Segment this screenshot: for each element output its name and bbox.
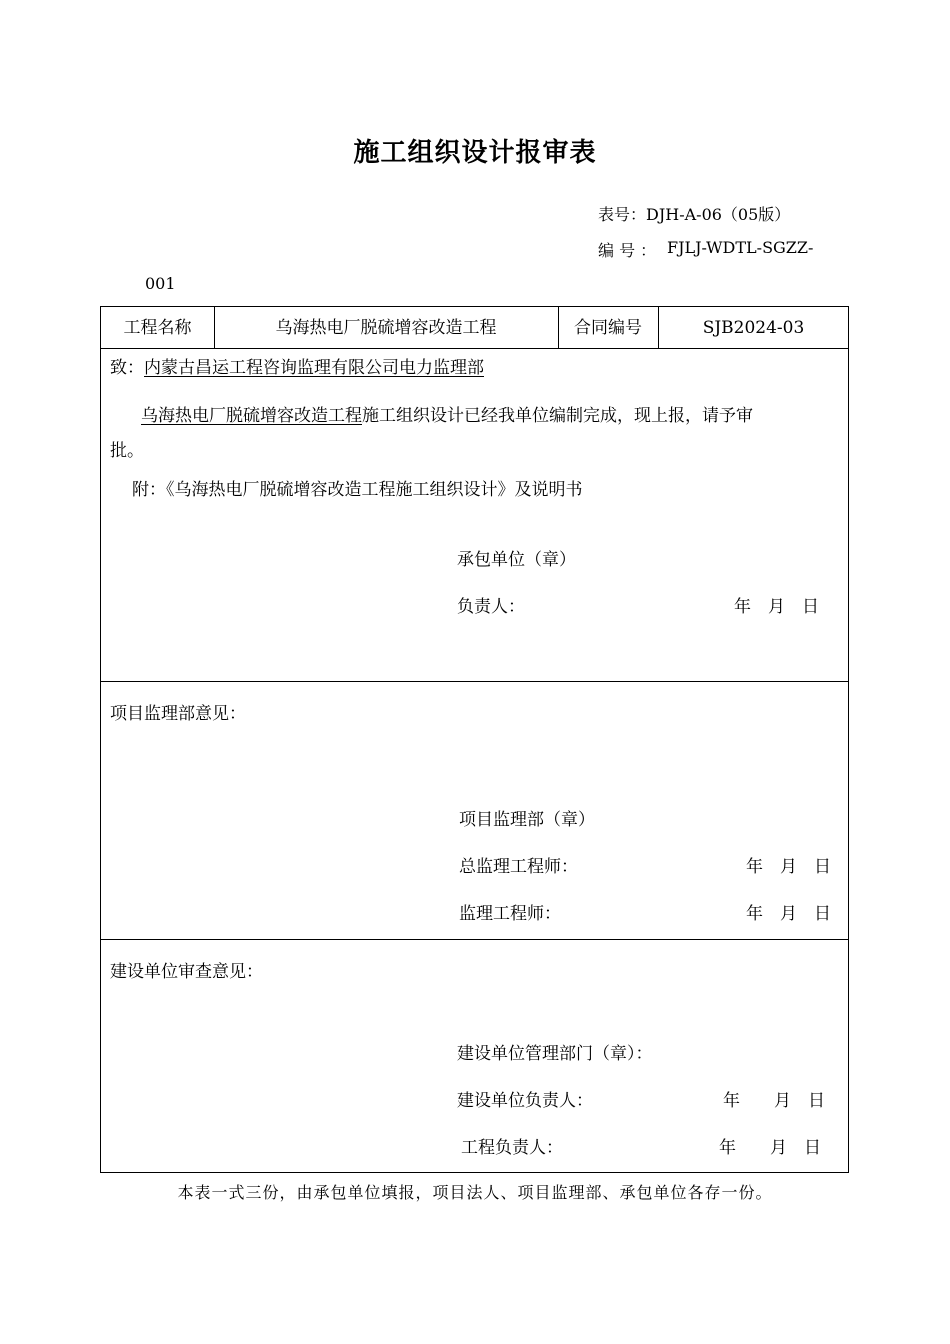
chief-engineer: 总监理工程师： <box>459 857 578 877</box>
section-divider <box>101 681 848 682</box>
contract-number-value: SJB2024-03 <box>702 318 805 338</box>
submission-statement-continued: 批。 <box>110 441 144 461</box>
serial-label: 编 号 ： <box>598 241 657 260</box>
approval-table <box>100 306 849 1173</box>
supervision-opinion-heading: 项目监理部意见： <box>110 704 246 724</box>
project-leader: 工程负责人： <box>461 1138 563 1158</box>
form-title: 施工组织设计报审表 <box>353 138 597 168</box>
contractor-person: 负责人： <box>457 597 525 617</box>
owner-dept-stamp: 建设单位管理部门（章）： <box>457 1044 653 1064</box>
supervision-stamp: 项目监理部（章） <box>459 810 595 830</box>
form-number: 表号：DJH-A-06（05版） <box>598 205 791 224</box>
project-name-value: 乌海热电厂脱硫增容改造工程 <box>275 318 497 338</box>
owner-leader-date: 年 月 日 <box>723 1091 825 1111</box>
addressee-value: 内蒙古昌运工程咨询监理有限公司电力监理部 <box>144 358 484 378</box>
submission-text: 施工组织设计已经我单位编制完成，现上报，请予审 <box>362 406 753 426</box>
owner-review-heading: 建设单位审查意见： <box>110 962 263 982</box>
addressee-label: 致： <box>110 358 144 378</box>
section-divider <box>101 939 848 940</box>
contract-number-label: 合同编号 <box>574 318 642 338</box>
contractor-date: 年 月 日 <box>734 597 819 617</box>
distribution-note: 本表一式三份，由承包单位填报，项目法人、项目监理部、承包单位各存一份。 <box>177 1183 773 1202</box>
attachment-note: 附：《乌海热电厂脱硫增容改造工程施工组织设计》及说明书 <box>132 480 583 500</box>
submission-project: 乌海热电厂脱硫增容改造工程 <box>141 406 362 426</box>
contractor-stamp: 承包单位（章） <box>457 550 576 570</box>
serial-value-continued: 001 <box>145 274 176 293</box>
addressee <box>110 353 484 378</box>
supervising-engineer-date: 年 月 日 <box>746 904 831 924</box>
submission-statement <box>141 401 753 426</box>
chief-engineer-date: 年 月 日 <box>746 857 831 877</box>
owner-leader: 建设单位负责人： <box>457 1091 593 1111</box>
project-leader-date: 年 月 日 <box>719 1138 821 1158</box>
row-divider <box>101 348 848 349</box>
supervising-engineer: 监理工程师： <box>459 904 561 924</box>
serial-value: FJLJ-WDTL-SGZZ- <box>667 238 814 257</box>
project-name-label: 工程名称 <box>123 318 192 338</box>
